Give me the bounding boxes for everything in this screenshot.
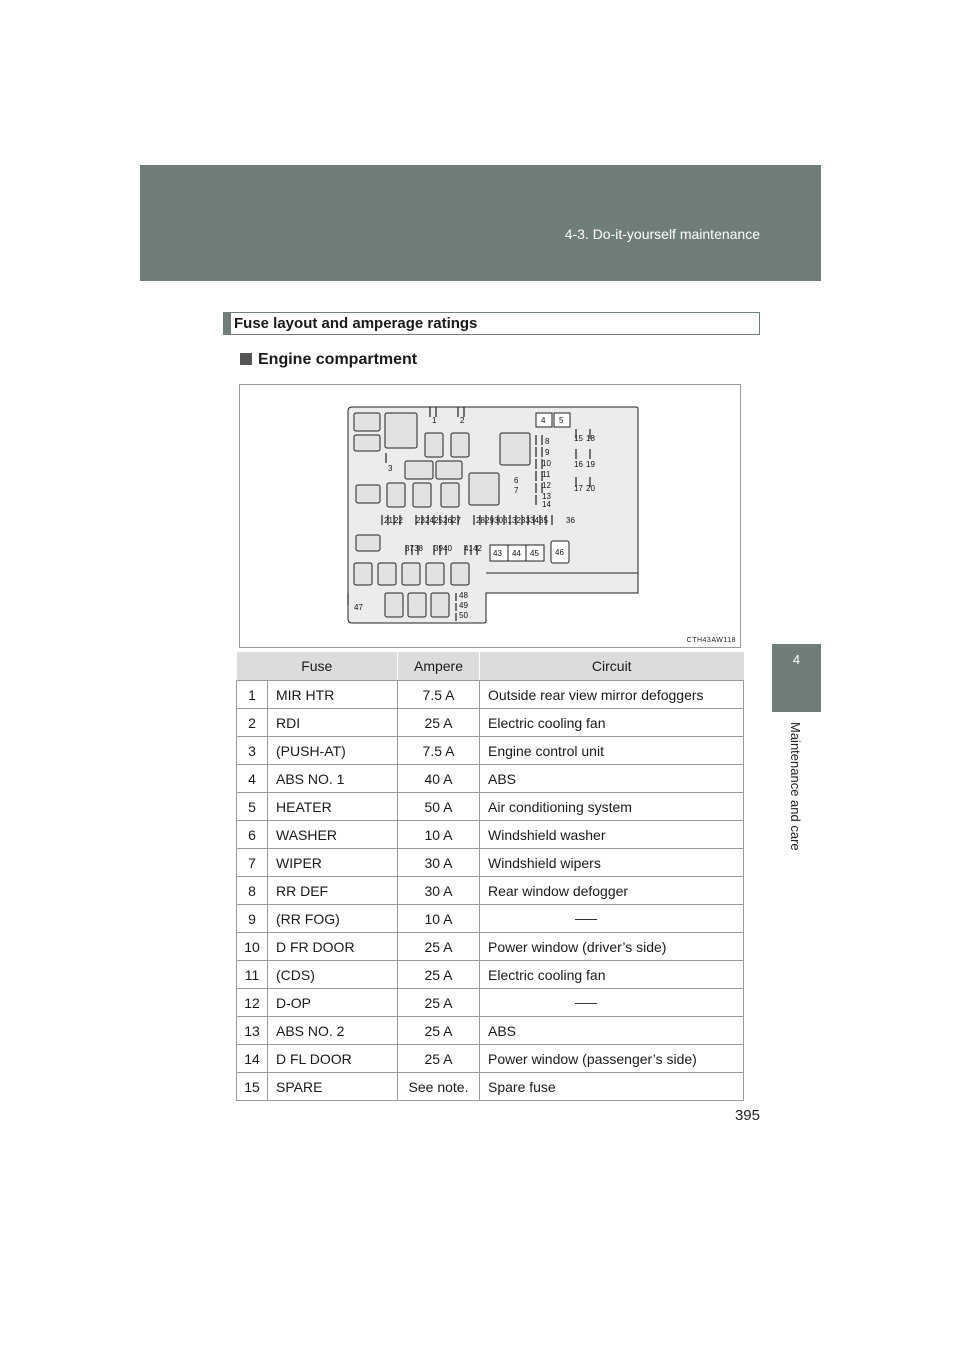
header-ampere: Ampere (398, 652, 480, 681)
svg-text:21: 21 (384, 516, 393, 525)
fuse-number: 14 (237, 1045, 268, 1073)
fuse-name: (RR FOG) (268, 905, 398, 933)
table-row (237, 849, 744, 877)
svg-text:16: 16 (574, 460, 583, 469)
fuse-ampere: 10 A (398, 821, 480, 849)
fuse-ampere: 50 A (398, 793, 480, 821)
table-row (237, 821, 744, 849)
fuse-number: 11 (237, 961, 268, 989)
svg-text:38: 38 (414, 544, 423, 553)
svg-text:50: 50 (459, 611, 468, 620)
svg-text:36: 36 (566, 516, 575, 525)
section-title-bar (223, 312, 760, 335)
svg-text:28: 28 (476, 516, 485, 525)
table-row (237, 1073, 744, 1101)
table-row (237, 765, 744, 793)
svg-text:23: 23 (416, 516, 425, 525)
svg-text:44: 44 (512, 549, 521, 558)
fuse-name: HEATER (268, 793, 398, 821)
fuse-name: D FR DOOR (268, 933, 398, 961)
fuse-ampere: 25 A (398, 1017, 480, 1045)
fuse-circuit: ABS (480, 765, 744, 793)
chapter-title-text: Maintenance and care (788, 722, 803, 851)
fuse-name: D-OP (268, 989, 398, 1017)
fuse-number: 5 (237, 793, 268, 821)
table-row (237, 709, 744, 737)
square-bullet-icon (240, 353, 252, 365)
fuse-name: WIPER (268, 849, 398, 877)
fuse-name: (PUSH-AT) (268, 737, 398, 765)
svg-text:42: 42 (473, 544, 482, 553)
fuse-name: (CDS) (268, 961, 398, 989)
fuse-ampere: 10 A (398, 905, 480, 933)
svg-text:12: 12 (542, 481, 551, 490)
svg-text:7: 7 (514, 486, 519, 495)
svg-text:43: 43 (493, 549, 502, 558)
svg-text:18: 18 (586, 434, 595, 443)
fuse-name: D FL DOOR (268, 1045, 398, 1073)
svg-text:34: 34 (530, 516, 539, 525)
svg-text:25: 25 (434, 516, 443, 525)
subheading-text: Engine compartment (258, 351, 418, 368)
svg-text:24: 24 (425, 516, 434, 525)
fuse-ampere: 25 A (398, 709, 480, 737)
fuse-name: WASHER (268, 821, 398, 849)
svg-text:26: 26 (443, 516, 452, 525)
svg-text:40: 40 (443, 544, 452, 553)
fuse-name: ABS NO. 1 (268, 765, 398, 793)
svg-text:14: 14 (542, 500, 551, 509)
fuse-number: 2 (237, 709, 268, 737)
dash-mark (575, 919, 597, 920)
fuse-number: 10 (237, 933, 268, 961)
fuse-ampere: 7.5 A (398, 681, 480, 709)
fuse-ampere: 40 A (398, 765, 480, 793)
svg-text:49: 49 (459, 601, 468, 610)
svg-text:33: 33 (521, 516, 530, 525)
table-header-row (237, 652, 744, 681)
svg-text:11: 11 (542, 470, 551, 479)
header-band (140, 165, 821, 281)
svg-text:32: 32 (512, 516, 521, 525)
table-row (237, 1045, 744, 1073)
table-row (237, 681, 744, 709)
svg-text:10: 10 (542, 459, 551, 468)
fuse-ampere: 25 A (398, 989, 480, 1017)
fuse-circuit: ABS (480, 1017, 744, 1045)
svg-text:3: 3 (388, 464, 393, 473)
svg-text:13: 13 (542, 492, 551, 501)
svg-text:35: 35 (539, 516, 548, 525)
fuse-circuit: Rear window defogger (480, 877, 744, 905)
fuse-circuit: Spare fuse (480, 1073, 744, 1101)
fuse-circuit: Outside rear view mirror defoggers (480, 681, 744, 709)
subheading (240, 351, 417, 369)
fuse-name: SPARE (268, 1073, 398, 1101)
fuse-circuit (480, 989, 744, 1017)
fuse-circuit: Air conditioning system (480, 793, 744, 821)
table-row (237, 933, 744, 961)
fuse-ampere: 7.5 A (398, 737, 480, 765)
fuse-number: 1 (237, 681, 268, 709)
header-circuit: Circuit (480, 652, 744, 681)
fuse-number: 9 (237, 905, 268, 933)
fuse-circuit: Windshield wipers (480, 849, 744, 877)
svg-text:29: 29 (485, 516, 494, 525)
chapter-section-label: 4-3. Do-it-yourself maintenance (564, 226, 760, 242)
table-row (237, 877, 744, 905)
header-fuse: Fuse (237, 652, 398, 681)
svg-text:20: 20 (586, 484, 595, 493)
table-row (237, 989, 744, 1017)
dash-mark (575, 1003, 597, 1004)
diagram-image-code: CTH43AW118 (686, 637, 736, 644)
svg-text:46: 46 (555, 548, 564, 557)
fuse-circuit (480, 905, 744, 933)
svg-text:1: 1 (432, 416, 437, 425)
page-number: 395 (734, 1107, 760, 1124)
svg-text:30: 30 (494, 516, 503, 525)
svg-text:19: 19 (586, 460, 595, 469)
fuse-ampere: 25 A (398, 933, 480, 961)
fuse-ampere: See note. (398, 1073, 480, 1101)
fuse-number: 12 (237, 989, 268, 1017)
svg-text:5: 5 (559, 416, 564, 425)
section-accent (224, 313, 231, 334)
fuse-name: RDI (268, 709, 398, 737)
table-row (237, 1017, 744, 1045)
table-row (237, 737, 744, 765)
svg-text:9: 9 (545, 448, 550, 457)
fuse-name: MIR HTR (268, 681, 398, 709)
fuse-circuit: Windshield washer (480, 821, 744, 849)
fuse-number: 4 (237, 765, 268, 793)
table-body (237, 681, 744, 1101)
table-row (237, 961, 744, 989)
chapter-title-vertical (764, 722, 828, 902)
fuse-box-illustration (240, 385, 740, 647)
svg-text:4: 4 (541, 416, 546, 425)
fuse-circuit: Power window (passenger’s side) (480, 1045, 744, 1073)
fuse-number: 13 (237, 1017, 268, 1045)
fuse-name: RR DEF (268, 877, 398, 905)
fuse-table (236, 652, 744, 1101)
fuse-box-diagram (239, 384, 741, 648)
table-row (237, 793, 744, 821)
svg-text:27: 27 (452, 516, 461, 525)
section-title: Fuse layout and amperage ratings (234, 315, 478, 332)
svg-text:22: 22 (394, 516, 403, 525)
fuse-circuit: Electric cooling fan (480, 961, 744, 989)
fuse-number: 15 (237, 1073, 268, 1101)
fuse-number: 8 (237, 877, 268, 905)
svg-text:48: 48 (459, 591, 468, 600)
svg-text:15: 15 (574, 434, 583, 443)
fuse-number: 6 (237, 821, 268, 849)
svg-text:2: 2 (460, 416, 465, 425)
fuse-name: ABS NO. 2 (268, 1017, 398, 1045)
fuse-ampere: 25 A (398, 961, 480, 989)
fuse-ampere: 25 A (398, 1045, 480, 1073)
fuse-ampere: 30 A (398, 877, 480, 905)
fuse-number: 3 (237, 737, 268, 765)
fuse-circuit: Engine control unit (480, 737, 744, 765)
fuse-circuit: Power window (driver’s side) (480, 933, 744, 961)
svg-text:8: 8 (545, 437, 550, 446)
svg-text:31: 31 (503, 516, 512, 525)
chapter-tab: 4 (772, 644, 821, 712)
svg-text:47: 47 (354, 603, 363, 612)
fuse-circuit: Electric cooling fan (480, 709, 744, 737)
svg-text:6: 6 (514, 476, 519, 485)
fuse-number: 7 (237, 849, 268, 877)
fuse-ampere: 30 A (398, 849, 480, 877)
svg-text:41: 41 (464, 544, 473, 553)
svg-text:39: 39 (434, 544, 443, 553)
svg-text:45: 45 (530, 549, 539, 558)
svg-text:37: 37 (405, 544, 414, 553)
svg-text:17: 17 (574, 484, 583, 493)
table-row (237, 905, 744, 933)
